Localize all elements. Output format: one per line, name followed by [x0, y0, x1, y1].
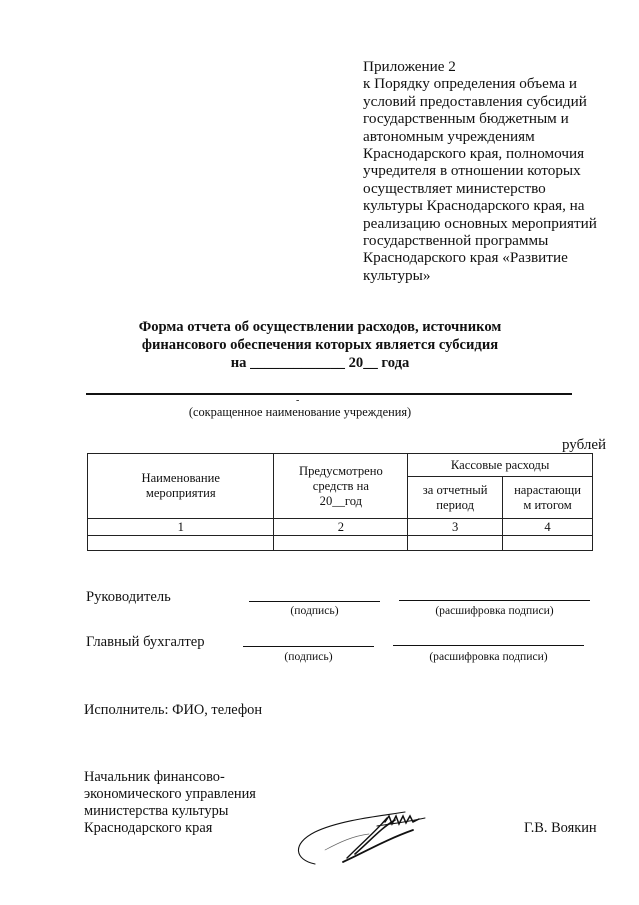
appendix-line: к Порядку определения объема и [363, 75, 577, 93]
signature-stroke [343, 830, 413, 862]
table-cell[interactable] [274, 536, 408, 551]
form-title-period: на _____________ 20__ года [230, 355, 410, 371]
column-number: 4 [503, 519, 593, 536]
form-title-line: Форма отчета об осуществлении расходов, источником [138, 319, 502, 335]
footer-position [84, 769, 256, 837]
head-decode-line[interactable] [399, 600, 590, 601]
table-cell[interactable] [408, 536, 503, 551]
header-text: м итогом [523, 497, 572, 512]
header-text: 20__год [319, 493, 363, 508]
institution-dot: - [296, 395, 300, 406]
appendix-line: государственной программы [363, 232, 549, 250]
executor-label: Исполнитель: ФИО, телефон [84, 702, 263, 718]
signer-name: Г.В. Воякин [524, 820, 597, 836]
table-row [88, 536, 593, 551]
appendix-line: культуры» [363, 266, 431, 284]
appendix-line: культуры Краснодарского края, на [363, 197, 585, 215]
table-cell[interactable] [503, 536, 593, 551]
appendix-line: условий предоставления субсидий [363, 92, 587, 110]
accountant-label: Главный бухгалтер [86, 634, 205, 650]
head-signature-caption: (подпись) [290, 604, 339, 617]
header-text: Наименование [141, 471, 220, 485]
header-text: период [436, 497, 474, 512]
appendix-line: осуществляет министерство [363, 179, 546, 197]
column-number: 3 [408, 519, 503, 536]
header-text: за отчетный [422, 482, 488, 497]
column-number: 1 [88, 519, 274, 536]
footer-position-line: министерства культуры [84, 803, 229, 819]
unit-label: рублей [562, 437, 607, 453]
appendix-line: Краснодарского края, полномочия [363, 145, 585, 163]
header-planned-funds [274, 454, 408, 519]
header-reporting-period [408, 477, 503, 519]
accountant-decode-caption: (расшифровка подписи) [429, 650, 548, 663]
header-cash-expenses: Кассовые расходы [408, 454, 593, 477]
handwritten-signature-icon [285, 800, 445, 870]
report-table [87, 453, 593, 551]
appendix-line: Краснодарского края «Развитие [363, 249, 568, 267]
appendix-line: реализацию основных мероприятий [363, 214, 597, 232]
footer-position-line: Краснодарского края [84, 820, 213, 836]
accountant-signature-line[interactable] [243, 646, 374, 647]
accountant-decode-line[interactable] [393, 645, 584, 646]
header-text: нарастающи [514, 482, 581, 497]
footer-position-line: экономического управления [84, 786, 256, 802]
appendix-line: автономным учреждениям [363, 127, 535, 145]
header-text: Предусмотрено [298, 463, 383, 478]
head-signature-line[interactable] [249, 601, 380, 602]
appendix-line: учредителя в отношении которых [363, 162, 581, 180]
header-cumulative [503, 477, 593, 519]
appendix-block [363, 58, 639, 284]
institution-name-line[interactable] [86, 393, 572, 395]
head-label: Руководитель [86, 589, 171, 605]
head-decode-caption: (расшифровка подписи) [435, 604, 554, 617]
accountant-signature-caption: (подпись) [284, 650, 333, 663]
column-number-row [88, 519, 593, 536]
appendix-title: Приложение 2 [363, 58, 456, 75]
signature-stroke [355, 820, 395, 854]
appendix-line: государственным бюджетным и [363, 110, 569, 128]
column-number: 2 [274, 519, 408, 536]
institution-caption: (сокращенное наименование учреждения) [188, 405, 412, 419]
table-cell[interactable] [88, 536, 274, 551]
header-text: мероприятия [145, 486, 216, 500]
header-activity-name [88, 454, 274, 519]
footer-position-line: Начальник финансово- [84, 769, 225, 785]
form-title-line: финансового обеспечения которых является субсидия [141, 337, 499, 353]
header-text: средств на [312, 478, 369, 493]
form-title [80, 318, 560, 372]
